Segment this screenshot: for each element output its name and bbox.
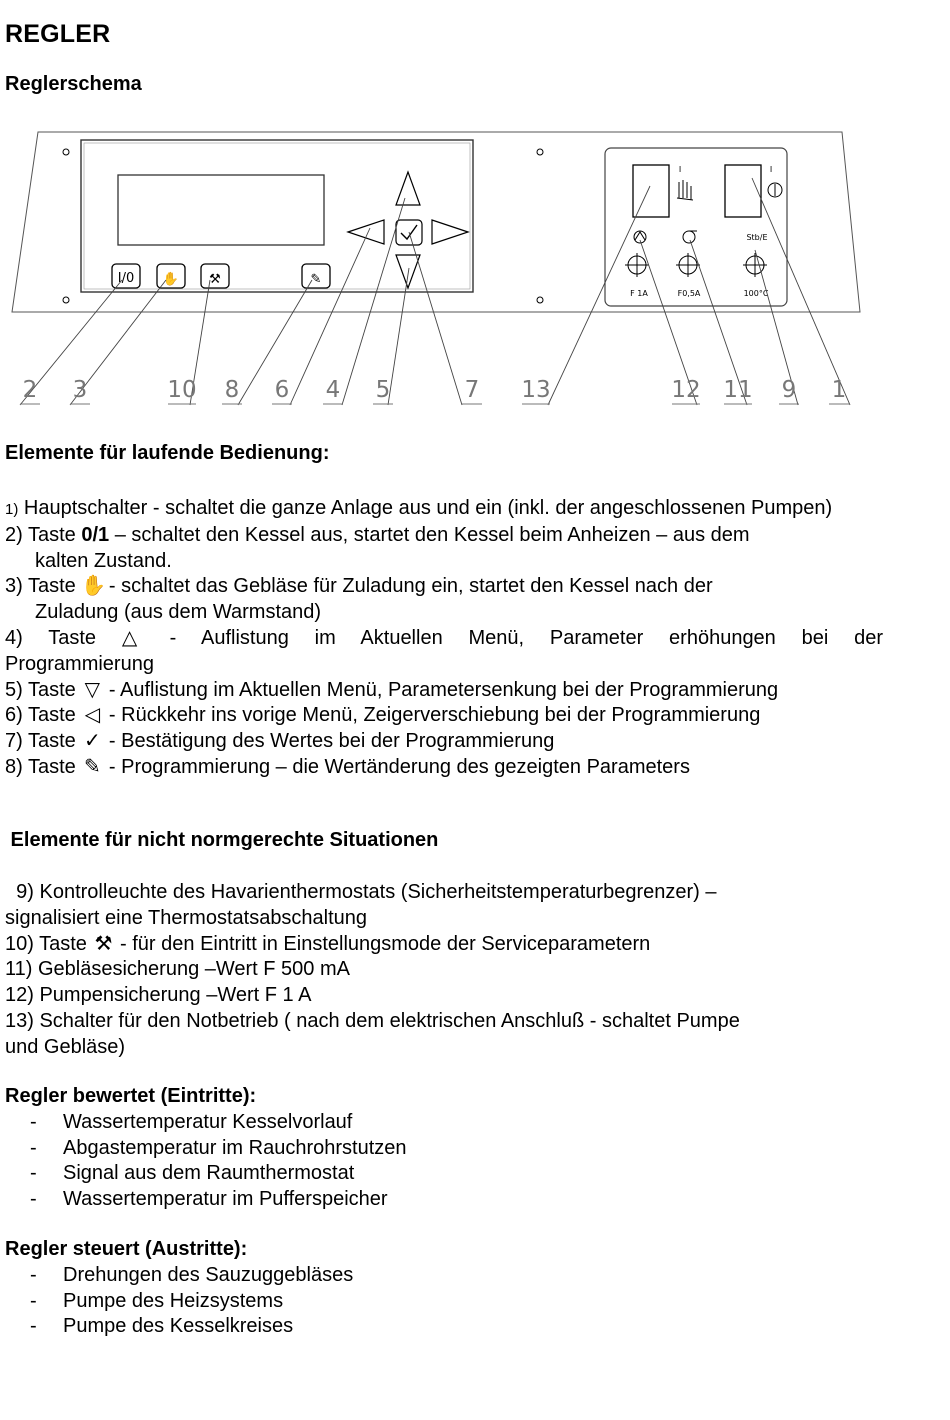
inputs-section [5, 1084, 883, 1213]
list-item: 1) Hauptschalter - schaltet die ganze Anlage aus und ein (inkl. der angeschlossenen Pumpen) [5, 497, 833, 519]
callout-13: 13 [521, 377, 551, 403]
callout-8: 8 [224, 377, 240, 403]
fuse-label-3: 100°C [743, 289, 769, 298]
pencil-icon: ✎ [83, 755, 101, 778]
list-item: 5) Taste ▽ - Auflistung im Aktuellen Menü, Parametersenkung bei der Programmierung [5, 678, 883, 704]
list-item: 12) Pumpensicherung –Wert F 1 A [5, 984, 312, 1007]
list-item: - Pumpe des Heizsystems [30, 1289, 284, 1312]
switch-mark-left: I [678, 165, 682, 174]
callout-5: 5 [375, 377, 391, 403]
outputs-heading: Regler steuert (Austritte): [5, 1238, 248, 1260]
fuse-label-2: F0,5A [677, 289, 701, 298]
list-item: - Pumpe des Kesselkreises [30, 1315, 294, 1338]
outputs-section [5, 1237, 883, 1340]
list-item-continuation: und Gebläse) [5, 1035, 126, 1058]
svg-text:I/0: I/0 [117, 271, 135, 286]
callout-12: 12 [671, 377, 701, 403]
abnormal-list [5, 880, 883, 1061]
callout-10: 10 [167, 377, 197, 403]
callout-4: 4 [325, 377, 341, 403]
page-title: REGLER [5, 20, 111, 48]
abnormal-heading: Elemente für nicht normgerechte Situationen [5, 829, 439, 851]
checkmark-icon: ✓ [83, 730, 101, 753]
list-item: - Wassertemperatur Kesselvorlauf [30, 1110, 353, 1133]
list-item: 7) Taste ✓ - Bestätigung des Wertes bei der Programmierung [5, 729, 883, 755]
fuse-label-1: F 1A [630, 289, 648, 298]
svg-text:⚒: ⚒ [209, 272, 221, 287]
list-item: 13) Schalter für den Notbetrieb ( nach dem elektrischen Anschluß - schaltet Pumpe [5, 1009, 740, 1032]
list-item: - Signal aus dem Raumthermostat [30, 1162, 355, 1185]
callout-7: 7 [464, 377, 480, 403]
callout-2: 2 [22, 377, 38, 403]
inputs-heading: Regler bewertet (Eintritte): [5, 1085, 257, 1107]
inputs-list [5, 1110, 883, 1213]
svg-text:✋: ✋ [162, 272, 180, 287]
list-item-continuation: Zuladung (aus dem Warmstand) [35, 601, 322, 624]
operation-heading: Elemente für laufende Bedienung: [5, 442, 330, 464]
controller-schematic [0, 120, 950, 420]
triangle-left-icon: ◁ [84, 704, 101, 727]
list-item-continuation: kalten Zustand. [35, 549, 172, 572]
list-item: - Abgastemperatur im Rauchrohrstutzen [30, 1136, 407, 1159]
tools-icon: ⚒ [94, 932, 113, 955]
list-item: 3) Taste ✋ - schaltet das Gebläse für Zuladung ein, startet den Kessel nach der [5, 574, 883, 600]
list-item: 10) Taste ⚒ - für den Eintritt in Einstellungsmode der Serviceparametern [5, 932, 883, 958]
operation-section [5, 441, 883, 467]
svg-text:✎: ✎ [310, 272, 322, 287]
callout-9: 9 [781, 377, 797, 403]
list-item: 11) Gebläsesicherung –Wert F 500 mA [5, 958, 350, 981]
list-item-continuation: signalisiert eine Thermostatsabschaltung [5, 906, 368, 929]
callout-3: 3 [72, 377, 88, 403]
list-item: 9) Kontrolleuchte des Havarienthermostats (Sicherheitstemperaturbegrenzer) – [5, 881, 717, 903]
stb-label: Stb/E [746, 233, 768, 242]
triangle-up-icon: △ [121, 626, 138, 649]
callout-6: 6 [274, 377, 290, 403]
abnormal-section [5, 828, 883, 854]
list-item: 4) Taste △ - Auflistung im Aktuellen Menü, Parameter erhöhungen bei der Programmierung [5, 626, 883, 675]
callout-11: 11 [723, 377, 753, 403]
list-item: 2) Taste 0/1 – schaltet den Kessel aus, startet den Kessel beim Anheizen – aus dem [5, 523, 750, 546]
list-item: 6) Taste ◁ - Rückkehr ins vorige Menü, Zeigerverschiebung bei der Programmierung [5, 703, 883, 729]
outputs-list [5, 1263, 883, 1340]
page-subtitle: Reglerschema [5, 73, 142, 95]
list-item: 8) Taste ✎ - Programmierung – die Wertänderung des gezeigten Parameters [5, 755, 883, 781]
switch-mark-right: I [769, 165, 773, 174]
hand-icon: ✋ [81, 575, 107, 598]
list-item: - Drehungen des Sauzuggebläses [30, 1263, 354, 1286]
operation-list [5, 496, 883, 781]
callout-1: 1 [831, 377, 847, 403]
list-item: - Wassertemperatur im Pufferspeicher [30, 1188, 388, 1211]
triangle-down-icon: ▽ [84, 678, 101, 701]
